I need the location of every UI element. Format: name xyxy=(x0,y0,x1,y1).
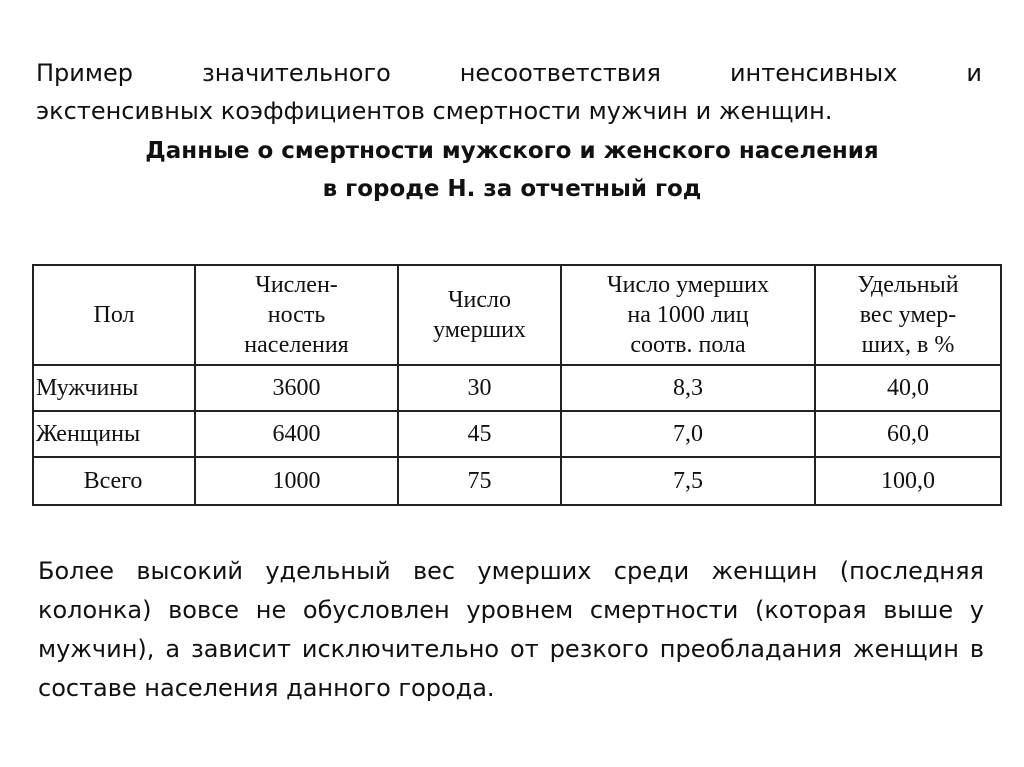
header-death-share-text: Удельный вес умер- ших, в % xyxy=(857,272,959,358)
table-row-women xyxy=(33,411,1001,457)
cell-total-share: 100,0 xyxy=(815,457,1001,505)
cell-women-population: 6400 xyxy=(195,411,398,457)
header-deaths-per-1000-text: Число умерших на 1000 лиц соотв. пола xyxy=(607,272,769,358)
table-row-total xyxy=(33,457,1001,505)
cell-men-label: Мужчины xyxy=(33,365,195,411)
cell-women-rate: 7,0 xyxy=(561,411,815,457)
cell-total-population: 1000 xyxy=(195,457,398,505)
cell-total-label: Всего xyxy=(33,457,195,505)
cell-women-deaths: 45 xyxy=(398,411,561,457)
table-title xyxy=(0,132,1024,208)
header-sex-text: Пол xyxy=(93,302,135,328)
intro-line-1: Пример значительного несоответствия интенсивных и xyxy=(36,59,982,87)
header-death-share xyxy=(815,265,1001,365)
header-deaths-per-1000 xyxy=(561,265,815,365)
conclusion-paragraph: Более высокий удельный вес умерших среди женщин (последняя колонка) вовсе не обусловлен уровнем смертности (которая выше у мужчин), а зависит исключительно от резкого преобладания женщин в составе населения данного города. xyxy=(38,557,984,702)
intro-paragraph xyxy=(36,54,982,130)
cell-men-deaths: 30 xyxy=(398,365,561,411)
table-header-row xyxy=(33,265,1001,365)
table-title-line-2: в городе Н. за отчетный год xyxy=(322,176,702,202)
cell-men-population: 3600 xyxy=(195,365,398,411)
table-title-line-1: Данные о смертности мужского и женского населения xyxy=(145,138,879,164)
cell-men-share: 40,0 xyxy=(815,365,1001,411)
header-population-text: Числен- ность населения xyxy=(244,272,349,358)
header-deaths-text: Число умерших xyxy=(433,287,526,343)
cell-total-rate: 7,5 xyxy=(561,457,815,505)
cell-men-rate: 8,3 xyxy=(561,365,815,411)
cell-women-share: 60,0 xyxy=(815,411,1001,457)
header-population xyxy=(195,265,398,365)
cell-total-deaths: 75 xyxy=(398,457,561,505)
header-sex xyxy=(33,265,195,365)
mortality-table xyxy=(32,264,1002,506)
intro-line-2: экстенсивных коэффициентов смертности мужчин и женщин. xyxy=(36,97,833,125)
table-row-men xyxy=(33,365,1001,411)
cell-women-label: Женщины xyxy=(33,411,195,457)
header-deaths xyxy=(398,265,561,365)
